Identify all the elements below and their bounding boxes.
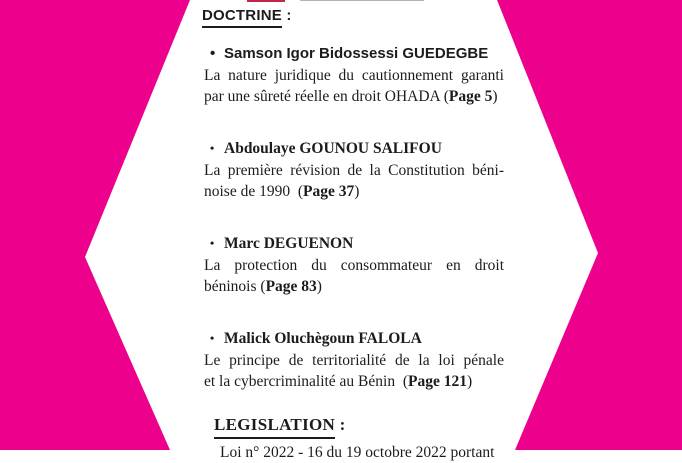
bullet-icon: •: [210, 331, 215, 345]
entry-page-ref: Page 83: [265, 278, 317, 295]
entry-title-text: béninois (: [204, 278, 266, 295]
entry-title-line: [204, 276, 504, 297]
entry-title-text: par une sûreté réelle en droit OHADA (: [204, 88, 449, 105]
entry-title-line: [204, 371, 504, 392]
legislation-section: [214, 414, 506, 463]
entry-title-text: La première révision de la Constitution béni-: [204, 162, 504, 179]
entry-title-line: [204, 65, 504, 86]
toc-entry: [202, 234, 506, 297]
entry-title-text: La protection du consommateur en droit: [204, 257, 504, 274]
author-name: Samson Igor Bidossessi GUEDEGBE: [224, 45, 489, 62]
author-name: Malick Oluchègoun FALOLA: [224, 330, 422, 347]
entry-title-text: La nature juridique du cautionnement garanti: [204, 67, 504, 84]
entry-author-row: [202, 139, 506, 158]
entry-title-line: [204, 255, 504, 276]
entry-page-ref: Page 5: [448, 88, 493, 105]
legislation-lines: [214, 442, 506, 463]
entry-author-row: [202, 234, 506, 253]
entry-title-line: [204, 160, 504, 181]
doctrine-entries: [202, 44, 506, 392]
toc-entry: [202, 44, 506, 107]
entry-author-row: [202, 44, 506, 63]
entry-page-ref: Page 121: [408, 373, 467, 390]
entry-title-text: ): [492, 88, 498, 105]
entry-title-line: [204, 86, 504, 107]
cropped-red-box-remnant: [247, 0, 285, 2]
entry-title-line: [204, 181, 504, 202]
bullet-icon: •: [210, 236, 215, 250]
author-name: Marc DEGUENON: [224, 235, 354, 252]
entry-title-text: et la cybercriminalité au Bénin (: [204, 373, 408, 390]
entry-title-text: ): [316, 278, 322, 295]
author-name: Abdoulaye GOUNOU SALIFOU: [224, 140, 442, 157]
toc-entry: [202, 329, 506, 392]
entry-page-ref: Page 37: [303, 183, 355, 200]
entry-title-text: noise de 1990 (: [204, 183, 304, 200]
doctrine-heading-colon: :: [286, 7, 292, 24]
cropped-gray-rule-remnant: [300, 0, 424, 1]
entry-title-text: ): [354, 183, 360, 200]
doctrine-heading-text: DOCTRINE: [202, 6, 282, 28]
entry-author-row: [202, 329, 506, 348]
legislation-heading-text: LEGISLATION: [214, 414, 335, 439]
doctrine-heading: [202, 6, 506, 28]
bullet-icon: •: [210, 141, 215, 155]
legislation-title-text: Loi n° 2022 - 16 du 19 octobre 2022 portant: [220, 444, 495, 461]
bullet-icon: •: [210, 45, 216, 62]
entry-title-line: [204, 350, 504, 371]
entry-title-text: ): [466, 373, 473, 390]
legislation-heading-colon: :: [339, 415, 346, 434]
toc-entry: [202, 139, 506, 202]
legislation-heading: [214, 414, 506, 439]
entry-title-text: Le principe de territorialité de la loi pénale: [204, 352, 504, 369]
legislation-title-line: [220, 442, 518, 463]
table-of-contents: [202, 6, 506, 463]
